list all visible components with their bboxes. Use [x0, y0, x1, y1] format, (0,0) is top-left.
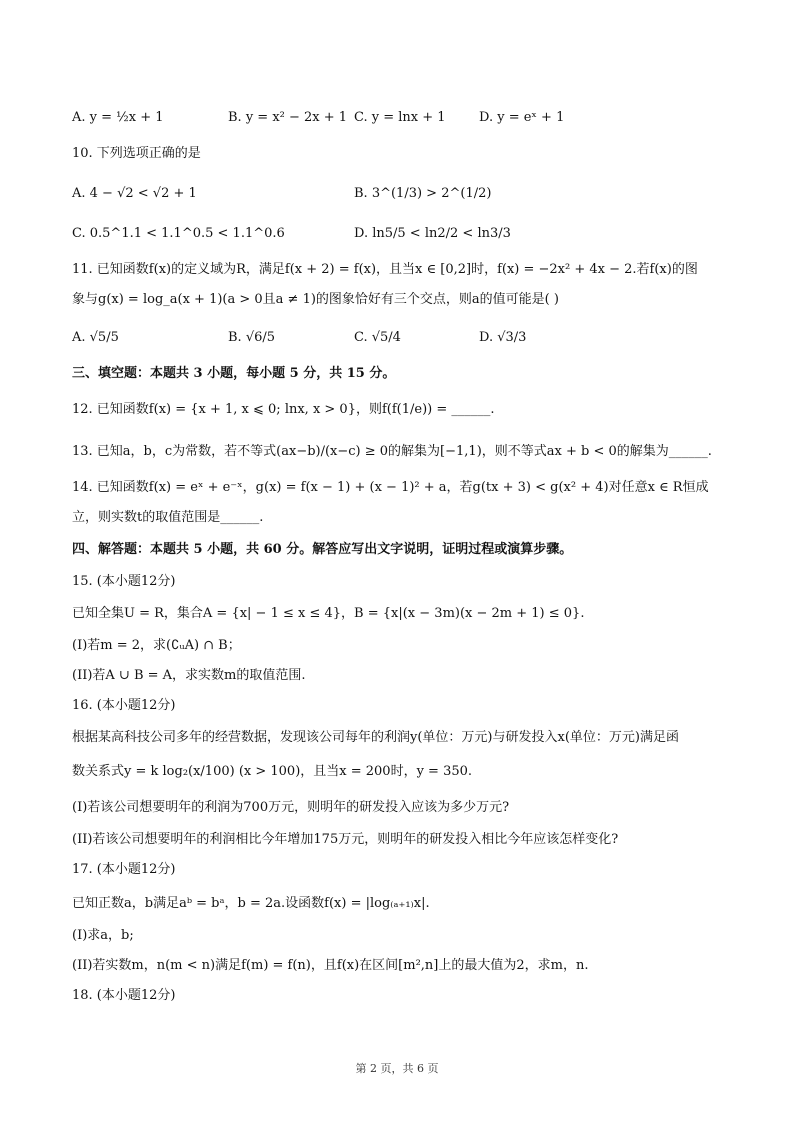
q18-heading: 18. (本小题12分)	[72, 988, 176, 1003]
q9-option-a: A. y = ½x + 1	[72, 110, 164, 125]
q11-option-a: A. √5/5	[72, 330, 119, 345]
q10-option-a: A. 4 − √2 < √2 + 1	[72, 186, 197, 201]
q9-option-d: D. y = eˣ + 1	[479, 110, 565, 125]
page-footer: 第 2 页，共 6 页	[355, 1062, 439, 1075]
q16-heading: 16. (本小题12分)	[72, 698, 176, 713]
q13: 13. 已知a，b，c为常数，若不等式(ax−b)/(x−c) ≥ 0的解集为[−1,1)，则不等式ax + b < 0的解集为______.	[72, 444, 712, 459]
q16-line-2: 数关系式y = k log₂(x/100) (x > 100)，且当x = 200时，y = 350.	[72, 764, 473, 779]
q16-line-1: 根据某高科技公司多年的经营数据，发现该公司每年的利润y(单位：万元)与研发投入x(单位：万元)满足函	[72, 730, 679, 745]
q12: 12. 已知函数f(x) = {x + 1, x ⩽ 0; lnx, x > 0}，则f(f(1/e)) = ______.	[72, 402, 495, 417]
q14-line-1: 14. 已知函数f(x) = eˣ + e⁻ˣ，g(x) = f(x − 1) + (x − 1)² + a，若g(tx + 3) < g(x² + 4)对任意x ∈ R恒成	[72, 480, 709, 495]
q17-part-1: (I)求a，b;	[72, 928, 134, 943]
q14-line-2: 立，则实数t的取值范围是______.	[72, 510, 264, 525]
q17-heading: 17. (本小题12分)	[72, 862, 176, 877]
q11-option-c: C. √5/4	[354, 330, 401, 345]
q11-option-d: D. √3/3	[479, 330, 527, 345]
q9-option-b: B. y = x² − 2x + 1	[228, 110, 348, 125]
q15-line-1: 已知全集U = R，集合A = {x| − 1 ≤ x ≤ 4}，B = {x|(x − 3m)(x − 2m + 1) ≤ 0}.	[72, 606, 585, 621]
q11-line-1: 11. 已知函数f(x)的定义域为R，满足f(x + 2) = f(x)，且当x ∈ [0,2]时，f(x) = −2x² + 4x − 2.若f(x)的图	[72, 262, 698, 277]
q11-option-b: B. √6/5	[228, 330, 276, 345]
q17-part-2: (II)若实数m，n(m < n)满足f(m) = f(n)，且f(x)在区间[m²,n]上的最大值为2，求m，n.	[72, 958, 589, 973]
q10-option-d: D. ln5/5 < ln2/2 < ln3/3	[354, 226, 511, 241]
q11-line-2: 象与g(x) = log_a(x + 1)(a > 0且a ≠ 1)的图象恰好有三个交点，则a的值可能是( )	[72, 292, 559, 307]
q16-part-2: (II)若该公司想要明年的利润相比今年增加175万元，则明年的研发投入相比今年应该怎样变化?	[72, 832, 619, 847]
section-4-heading: 四、解答题：本题共 5 小题，共 60 分。解答应写出文字说明，证明过程或演算步骤。	[72, 542, 573, 557]
q16-part-1: (I)若该公司想要明年的利润为700万元，则明年的研发投入应该为多少万元?	[72, 800, 510, 815]
q10-stem: 10. 下列选项正确的是	[72, 146, 201, 161]
section-3-heading: 三、填空题：本题共 3 小题，每小题 5 分，共 15 分。	[72, 366, 396, 381]
q10-option-c: C. 0.5^1.1 < 1.1^0.5 < 1.1^0.6	[72, 226, 285, 241]
q9-option-c: C. y = lnx + 1	[354, 110, 446, 125]
q15-heading: 15. (本小题12分)	[72, 574, 176, 589]
q15-part-2: (II)若A ∪ B = A，求实数m的取值范围.	[72, 668, 306, 683]
q15-part-1: (I)若m = 2，求(∁ᵤA) ∩ B；	[72, 638, 241, 653]
q10-option-b: B. 3^(1/3) > 2^(1/2)	[354, 186, 492, 201]
q17-line-1: 已知正数a，b满足aᵇ = bᵃ，b = 2a.设函数f(x) = |log₍ₐ₊₁₎x|.	[72, 896, 430, 911]
